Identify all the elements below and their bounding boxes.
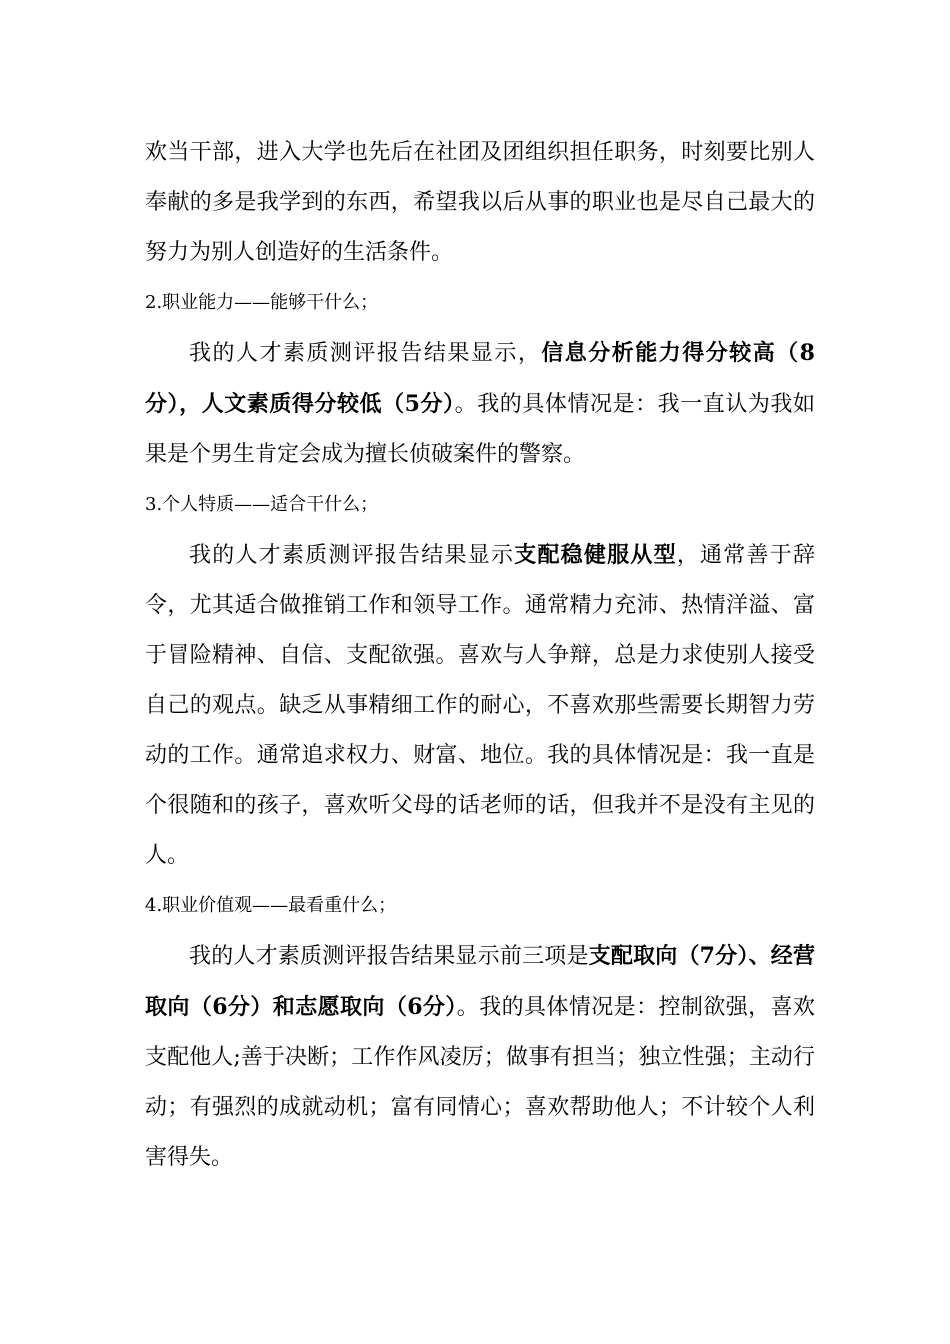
bold-highlight-scores: 信息分析能力得分较高（8分），人文素质得分较低（5分）	[145, 340, 815, 417]
bold-highlight-type: 支配稳健服从型	[514, 542, 677, 568]
paragraph-text: 。我的具体情况是：控制欲强，喜欢支配他人;善于决断；工作作风凌厉；做事有担当；独立性强；主动行动；有强烈的成就动机；富有同情心；喜欢帮助他人；不计较个人利害得失。	[145, 995, 815, 1170]
paragraph-text: ，通常善于辞令，尤其适合做推销工作和领导工作。通常精力充沛、热情洋溢、富于冒险精神、自信、支配欲强。喜欢与人争辩，总是力求使别人接受自己的观点。缺乏从事精细工作的耐心，不喜欢那些需要长期智力劳动的工作。通常追求权力、财富、地位。我的具体情况是：我一直是个很随和的孩子，喜欢听父母的话老师的话，但我并不是没有主见的人。	[145, 543, 815, 868]
document-body	[145, 128, 815, 1183]
paragraph-text: 我的人才素质测评报告结果显示	[189, 543, 515, 568]
section-heading-personal-traits: 3.个人特质——适合干什么；	[145, 494, 379, 515]
paragraph-career-values	[145, 931, 815, 1183]
paragraph-continuation: 欢当干部，进入大学也先后在社团及团组织担任职务，时刻要比别人奉献的多是我学到的东西，希望我以后从事的职业也是尽自己最大的努力为别人创造好的生活条件。	[145, 140, 815, 265]
paragraph-career-ability	[145, 328, 815, 480]
paragraph-text: 。我的具体情况是：我一直认为我如果是个男生肯定会成为擅长侦破案件的警察。	[145, 392, 815, 467]
paragraph-text: 我的人才素质测评报告结果显示前三项是	[189, 944, 589, 969]
paragraph-text: 我的人才素质测评报告结果显示，	[189, 341, 542, 366]
section-heading-career-ability: 2.职业能力——能够干什么；	[145, 292, 379, 313]
section-heading-career-values: 4.职业价值观——最看重什么；	[145, 895, 397, 916]
bold-highlight-orientations: 支配取向（7分）、经营取向（6分）和志愿取向（6分）	[145, 943, 815, 1020]
paragraph-personal-traits	[145, 530, 815, 881]
